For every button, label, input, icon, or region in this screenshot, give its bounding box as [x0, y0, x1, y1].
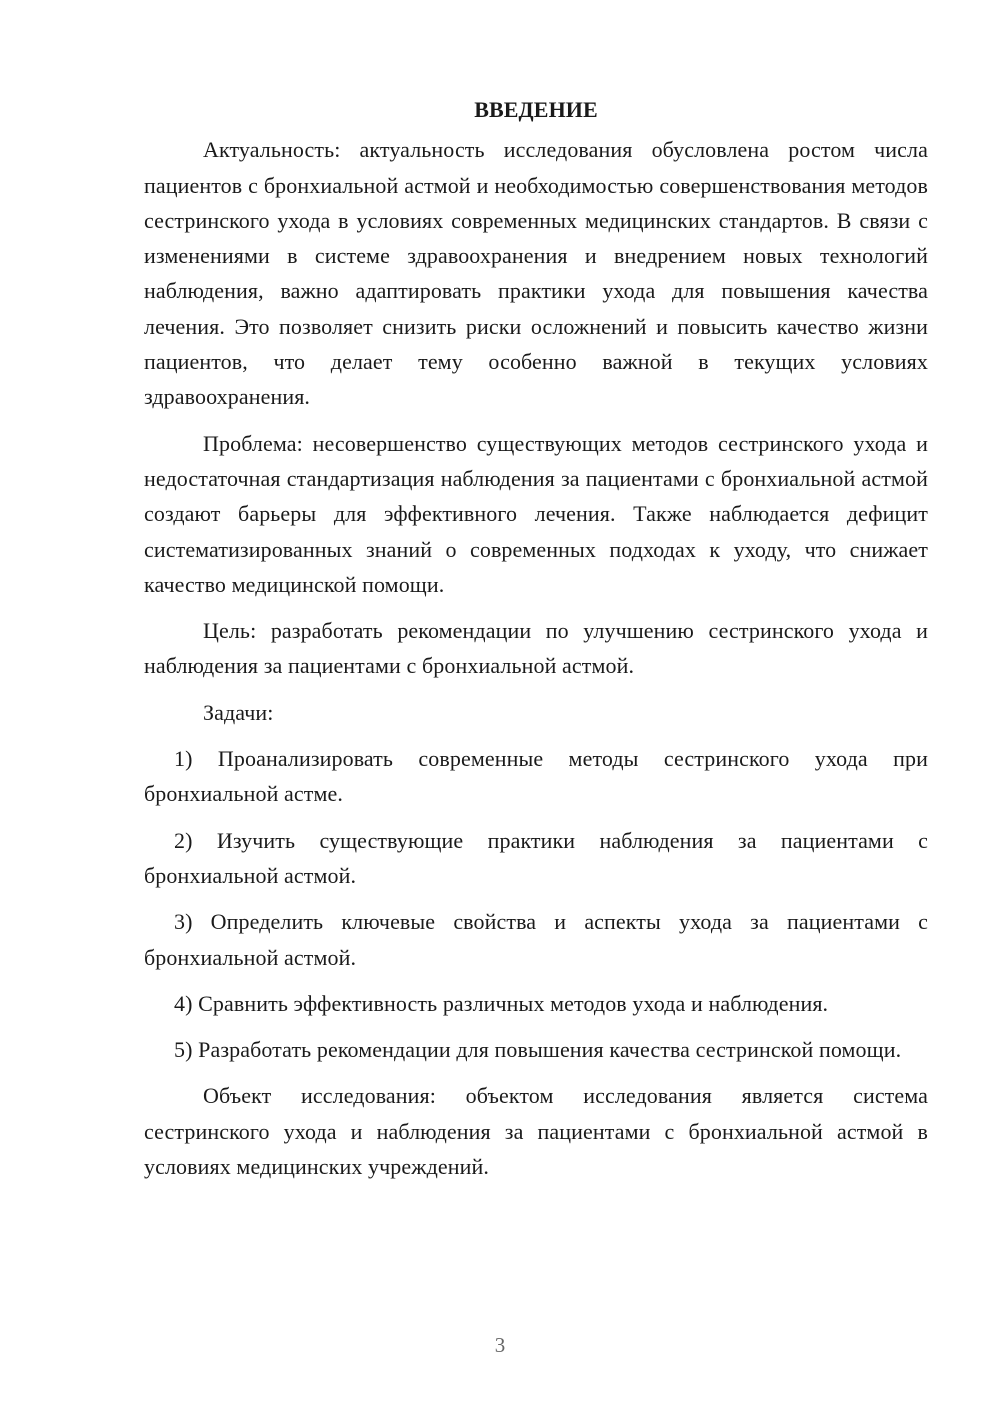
relevance-paragraph: Актуальность: актуальность исследования обусловлена ростом числа пациентов с бронхиальной астмой и необходимостью совершенствования методов сестринского ухода в условиях современных медицинских стандартов. В связи с изменениями в системе здравоохранения и внедрением новых технологий наблюдения, важно адаптировать практики ухода для повышения качества лечения. Это позволяет снизить риски осложнений и повысить качество жизни пациентов, что делает тему особенно важной в текущих условиях здравоохранения. [144, 137, 928, 410]
goal-paragraph: Цель: разработать рекомендации по улучшению сестринского ухода и наблюдения за пациентами с бронхиальной астмой. [144, 618, 928, 679]
object-paragraph: Объект исследования: объектом исследования является система сестринского ухода и наблюдения за пациентами с бронхиальной астмой в условиях медицинских учреждений. [144, 1083, 928, 1180]
task-item: 3) Определить ключевые свойства и аспекты ухода за пациентами с бронхиальной астмой. [144, 909, 928, 970]
problem-paragraph: Проблема: несовершенство существующих методов сестринского ухода и недостаточная стандартизация наблюдения за пациентами с бронхиальной астмой создают барьеры для эффективного лечения. Также наблюдается дефицит систематизированных знаний о современных подходах к уходу, что снижает качество медицинской помощи. [144, 430, 928, 597]
document-page [144, 92, 928, 1184]
page-number: 3 [494, 1333, 506, 1357]
task-item: 4) Сравнить эффективность различных методов ухода и наблюдения. [174, 990, 829, 1016]
tasks-heading: Задачи: [203, 699, 274, 725]
task-item: 2) Изучить существующие практики наблюдения за пациентами с бронхиальной астмой. [144, 827, 928, 888]
section-title: ВВЕДЕНИЕ [474, 97, 598, 122]
task-item: 5) Разработать рекомендации для повышения качества сестринской помощи. [174, 1037, 902, 1063]
task-item: 1) Проанализировать современные методы сестринского ухода при бронхиальной астме. [144, 746, 928, 807]
